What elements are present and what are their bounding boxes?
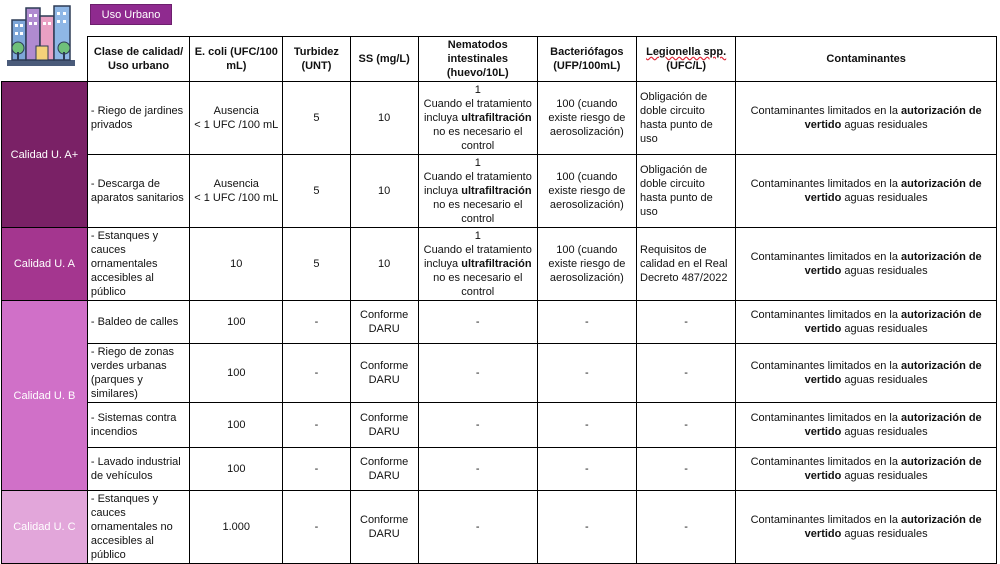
turbidez-cell: 5 xyxy=(283,155,350,228)
ausencia-value: < 1 UFC /100 mL xyxy=(194,119,279,131)
turbidez-cell: - xyxy=(283,491,350,564)
table-row xyxy=(2,155,997,228)
header-ecoli: E. coli (UFC/100 mL) xyxy=(190,37,283,82)
ss-cell: 10 xyxy=(350,228,418,301)
header-row xyxy=(2,37,997,82)
nematodos-cell xyxy=(418,228,537,301)
ausencia-text: Ausencia xyxy=(213,105,259,117)
legionella-unit: (UFC/L) xyxy=(666,60,706,72)
nem-text-2: no es necesario el control xyxy=(433,272,523,298)
ss-cell: Conforme DARU xyxy=(350,448,418,491)
nem-value: 1 xyxy=(474,230,481,242)
cont-bold: autorización de vertido xyxy=(804,514,982,540)
uso-urbano-badge: Uso Urbano xyxy=(90,4,172,25)
ss-cell: 10 xyxy=(350,155,418,228)
nem-text-2: no es necesario el control xyxy=(433,199,523,225)
ecoli-cell: 100 xyxy=(190,403,283,448)
uso-cell: - Descarga de aparatos sanitarios xyxy=(87,155,189,228)
nem-bold: ultrafiltración xyxy=(461,185,532,197)
header-clase: Clase de calidad/ Uso urbano xyxy=(87,37,189,82)
ecoli-cell: 100 xyxy=(190,448,283,491)
uso-cell: - Riego de zonas verdes urbanas (parques y similares) xyxy=(87,344,189,403)
contaminantes-cell xyxy=(736,491,997,564)
turbidez-cell: - xyxy=(283,344,350,403)
uso-cell: - Lavado industrial de vehículos xyxy=(87,448,189,491)
bacteriofagos-cell: 100 (cuando existe riesgo de aerosolización) xyxy=(537,82,636,155)
ecoli-cell xyxy=(190,82,283,155)
ss-cell: Conforme DARU xyxy=(350,491,418,564)
header-turbidez: Turbidez (UNT) xyxy=(283,37,350,82)
nem-text-2: no es necesario el control xyxy=(433,126,523,152)
legionella-cell: - xyxy=(637,301,736,344)
cont-text: Contaminantes limitados en la xyxy=(750,456,898,468)
ecoli-cell: 100 xyxy=(190,301,283,344)
bacteriofagos-cell: 100 (cuando existe riesgo de aerosolización) xyxy=(537,228,636,301)
group-b: Calidad U. B xyxy=(2,301,88,491)
cont-text-2: aguas residuales xyxy=(844,470,928,482)
contaminantes-cell xyxy=(736,344,997,403)
header-ss: SS (mg/L) xyxy=(350,37,418,82)
cont-text-2: aguas residuales xyxy=(844,528,928,540)
nem-text: Cuando el tratamiento incluya xyxy=(423,244,532,270)
contaminantes-cell xyxy=(736,301,997,344)
cont-bold: autorización de vertido xyxy=(804,360,982,386)
uso-cell: - Estanques y cauces ornamentales accesibles al público xyxy=(87,228,189,301)
turbidez-cell: - xyxy=(283,448,350,491)
bacteriofagos-cell: 100 (cuando existe riesgo de aerosolización) xyxy=(537,155,636,228)
cont-text-2: aguas residuales xyxy=(844,119,928,131)
ss-cell: Conforme DARU xyxy=(350,403,418,448)
bacteriofagos-cell: - xyxy=(537,448,636,491)
nematodos-cell: - xyxy=(418,403,537,448)
group-c: Calidad U. C xyxy=(2,491,88,564)
cont-bold: autorización de vertido xyxy=(804,309,982,335)
cont-bold: autorización de vertido xyxy=(804,251,982,277)
legionella-cell: - xyxy=(637,448,736,491)
contaminantes-cell xyxy=(736,448,997,491)
cont-bold: autorización de vertido xyxy=(804,105,982,131)
ausencia-value: < 1 UFC /100 mL xyxy=(194,192,279,204)
nematodos-cell xyxy=(418,155,537,228)
legionella-label: Legionella spp. xyxy=(646,46,727,58)
group-a-plus: Calidad U. A+ xyxy=(2,82,88,228)
cont-text-2: aguas residuales xyxy=(844,374,928,386)
cont-text: Contaminantes limitados en la xyxy=(750,309,898,321)
quality-table xyxy=(1,36,997,564)
nem-bold: ultrafiltración xyxy=(461,258,532,270)
cont-text: Contaminantes limitados en la xyxy=(750,360,898,372)
table-row xyxy=(2,403,997,448)
turbidez-cell: 5 xyxy=(283,82,350,155)
table-row xyxy=(2,228,997,301)
cont-bold: autorización de vertido xyxy=(804,412,982,438)
cont-bold: autorización de vertido xyxy=(804,456,982,482)
nem-text: Cuando el tratamiento incluya xyxy=(423,171,532,197)
cont-text-2: aguas residuales xyxy=(844,265,928,277)
nem-value: 1 xyxy=(474,157,481,169)
legionella-cell: - xyxy=(637,491,736,564)
nem-text: Cuando el tratamiento incluya xyxy=(423,98,532,124)
table-row xyxy=(2,301,997,344)
table-row xyxy=(2,448,997,491)
turbidez-cell: - xyxy=(283,301,350,344)
turbidez-cell: - xyxy=(283,403,350,448)
table-row xyxy=(2,491,997,564)
ss-cell: Conforme DARU xyxy=(350,301,418,344)
nem-value: 1 xyxy=(474,84,481,96)
bacteriofagos-cell: - xyxy=(537,491,636,564)
cont-text: Contaminantes limitados en la xyxy=(750,514,898,526)
turbidez-cell: 5 xyxy=(283,228,350,301)
contaminantes-cell xyxy=(736,228,997,301)
bacteriofagos-cell: - xyxy=(537,301,636,344)
cont-text-2: aguas residuales xyxy=(844,426,928,438)
corner-cell xyxy=(2,37,88,82)
nem-bold: ultrafiltración xyxy=(461,112,532,124)
table-row xyxy=(2,344,997,403)
ss-cell: 10 xyxy=(350,82,418,155)
uso-cell: - Estanques y cauces ornamentales no accesibles al público xyxy=(87,491,189,564)
contaminantes-cell xyxy=(736,403,997,448)
header-legionella xyxy=(637,37,736,82)
legionella-cell: - xyxy=(637,403,736,448)
nematodos-cell: - xyxy=(418,448,537,491)
uso-cell: - Baldeo de calles xyxy=(87,301,189,344)
header-bacteriofagos: Bacteriófagos (UFP/100mL) xyxy=(537,37,636,82)
cont-text-2: aguas residuales xyxy=(844,192,928,204)
uso-cell: - Sistemas contra incendios xyxy=(87,403,189,448)
contaminantes-cell xyxy=(736,82,997,155)
cont-text: Contaminantes limitados en la xyxy=(750,105,898,117)
ecoli-cell: 1.000 xyxy=(190,491,283,564)
nematodos-cell: - xyxy=(418,344,537,403)
nematodos-cell: - xyxy=(418,301,537,344)
legionella-cell: Requisitos de calidad en el Real Decreto 487/2022 xyxy=(637,228,736,301)
ecoli-cell: 100 xyxy=(190,344,283,403)
contaminantes-cell xyxy=(736,155,997,228)
legionella-cell: Obligación de doble circuito hasta punto de uso xyxy=(637,155,736,228)
ss-cell: Conforme DARU xyxy=(350,344,418,403)
group-a: Calidad U. A xyxy=(2,228,88,301)
ecoli-cell xyxy=(190,155,283,228)
nematodos-cell xyxy=(418,82,537,155)
cont-text-2: aguas residuales xyxy=(844,323,928,335)
cont-text: Contaminantes limitados en la xyxy=(750,178,898,190)
nematodos-cell: - xyxy=(418,491,537,564)
cont-text: Contaminantes limitados en la xyxy=(750,412,898,424)
uso-cell: - Riego de jardines privados xyxy=(87,82,189,155)
bacteriofagos-cell: - xyxy=(537,344,636,403)
ecoli-cell: 10 xyxy=(190,228,283,301)
header-nematodos: Nematodos intestinales (huevo/10L) xyxy=(418,37,537,82)
cont-bold: autorización de vertido xyxy=(804,178,982,204)
ausencia-text: Ausencia xyxy=(213,178,259,190)
header-contaminantes: Contaminantes xyxy=(736,37,997,82)
bacteriofagos-cell: - xyxy=(537,403,636,448)
cont-text: Contaminantes limitados en la xyxy=(750,251,898,263)
table-row xyxy=(2,82,997,155)
legionella-cell: Obligación de doble circuito hasta punto de uso xyxy=(637,82,736,155)
legionella-cell: - xyxy=(637,344,736,403)
